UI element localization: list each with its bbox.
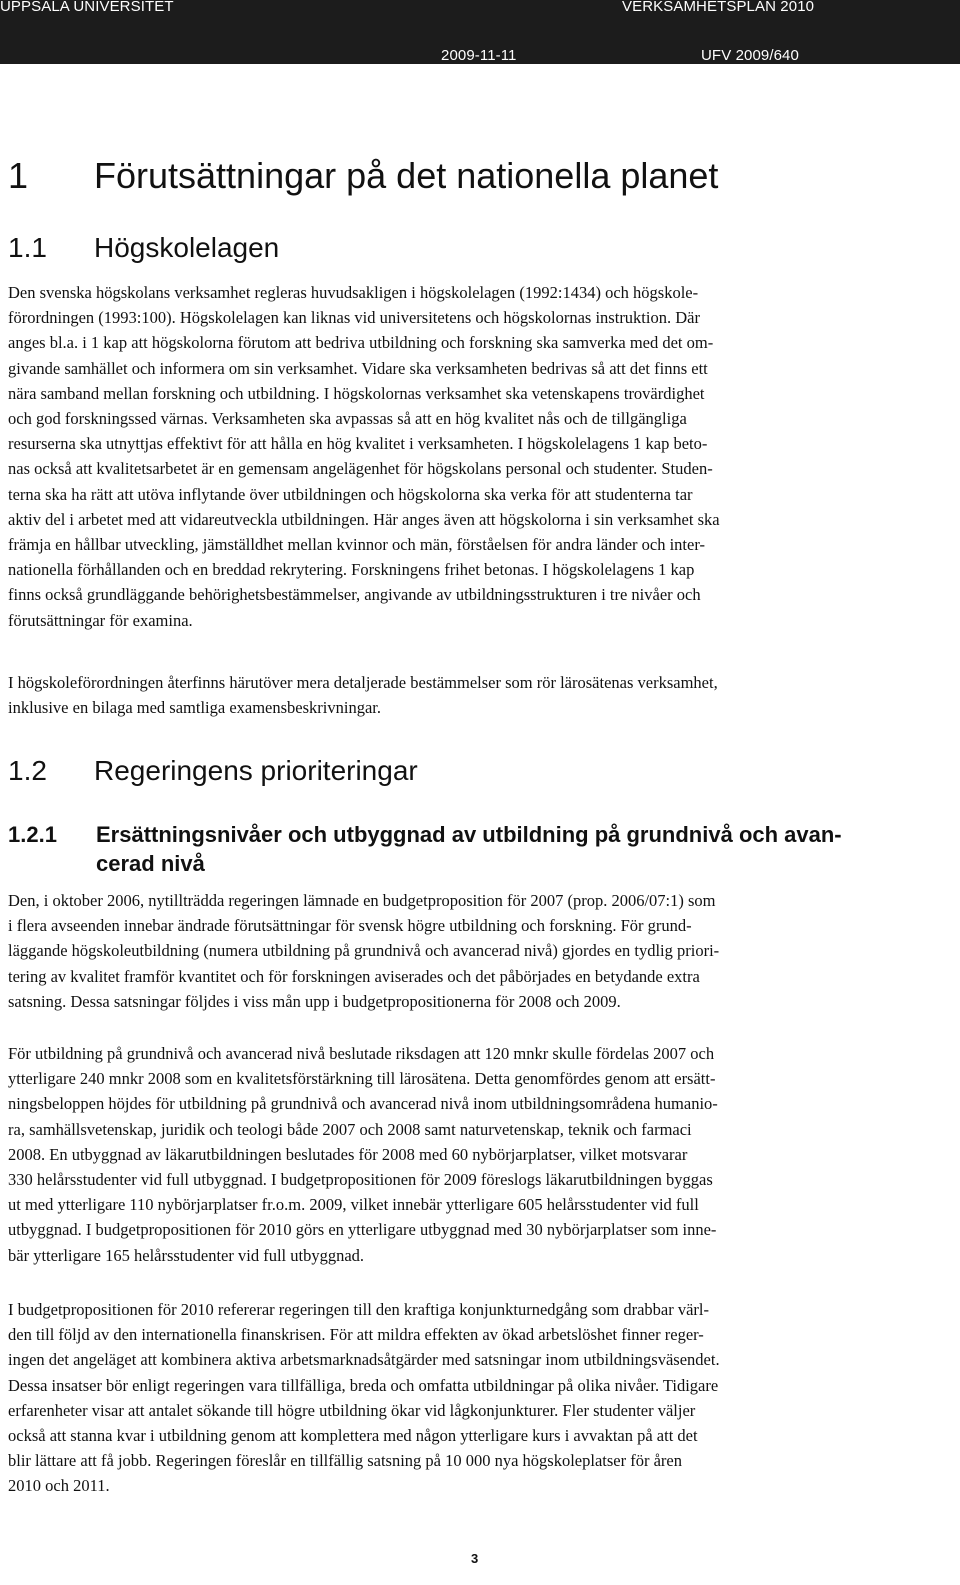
- section-1-2-1-heading: [8, 820, 948, 878]
- text-line: också att stanna kvar i utbildning genom att komplettera med någon ytterligare kurs i avvaktan på att det: [8, 1426, 698, 1446]
- text-line: ningsbeloppen höjdes för utbildning på grundnivå och avancerad nivå inom utbildningsområdena humanio-: [8, 1094, 718, 1114]
- text-line: ut med ytterligare 110 nybörjarplatser fr.o.m. 2009, vilket innebär ytterligare 605 helårsstudenter vid full: [8, 1195, 699, 1215]
- text-line: I budgetpropositionen för 2010 refererar regeringen till den kraftiga konjunkturnedgång som drabbar värl-: [8, 1300, 710, 1319]
- paragraph-ersattning-1: [8, 888, 719, 1014]
- section-1-2-1-title-line2: cerad nivå: [96, 851, 205, 876]
- section-1-2-heading: [8, 754, 418, 788]
- text-line: Den, i oktober 2006, nytillträdda regeringen lämnade en budgetproposition för 2007 (prop. 2006/07:1) som: [8, 891, 716, 910]
- text-line: 2010 och 2011.: [8, 1476, 110, 1496]
- section-1-2-number: 1.2: [8, 755, 47, 786]
- section-1-2-1-number: 1.2.1: [8, 822, 57, 847]
- text-line: utbyggnad. I budgetpropositionen för 2010 görs en ytterligare utbyggnad med 30 nybörjarplatser som inne-: [8, 1220, 717, 1240]
- header-reference: UFV 2009/640: [701, 47, 799, 64]
- header-organization: UPPSALA UNIVERSITET: [0, 0, 174, 15]
- text-line: För utbildning på grundnivå och avancerad nivå beslutade riksdagen att 120 mnkr skulle fördelas 2007 och: [8, 1044, 715, 1063]
- section-1-1-heading: [8, 231, 279, 265]
- header-date: 2009-11-11: [441, 47, 517, 64]
- text-line: I högskoleförordningen återfinns härutöver mera detaljerade bestämmelser som rör lärosätenas verksamhet,: [8, 673, 718, 692]
- section-1-number: 1: [8, 155, 29, 196]
- section-1-heading: [8, 155, 718, 197]
- text-line: ra, samhällsvetenskap, juridik och teologi både 2007 och 2008 samt naturvetenskap, teknik och farmaci: [8, 1119, 692, 1139]
- text-line: läggande högskoleutbildning (numera utbildning på grundnivå och avancerad nivå) gjordes en tydlig priori-: [8, 941, 720, 961]
- section-1-2-1-title-line1: Ersättningsnivåer och utbyggnad av utbildning på grundnivå och avan-: [96, 822, 842, 847]
- text-line: resurserna ska utnyttjas effektivt för att hålla en hög kvalitet i verksamheten. I högskolelagens 1 kap beto-: [8, 434, 708, 454]
- paragraph-ersattning-3: [8, 1297, 720, 1499]
- text-line: nas också att kvalitetsarbetet är en gemensam angelägenhet för högskolans personal och studenter. Studen-: [8, 459, 713, 479]
- section-1-1-title: Högskolelagen: [94, 232, 280, 263]
- text-line: Dessa insatser bör enligt regeringen vara tillfälliga, breda och omfatta utbildningar på olika nivåer. Tidigare: [8, 1375, 719, 1395]
- section-1-2-title: Regeringens prioriteringar: [94, 755, 418, 786]
- text-line: förordningen (1993:100). Högskolelagen kan liknas vid universitetens och högskolornas instruktion. Där: [8, 308, 700, 328]
- text-line: inklusive en bilaga med samtliga examensbeskrivningar.: [8, 698, 381, 718]
- text-line: bär ytterligare 165 helårsstudenter vid full utbyggnad.: [8, 1245, 365, 1265]
- section-1-title: Förutsättningar på det nationella planet: [94, 155, 719, 196]
- text-line: 330 helårsstudenter vid full utbyggnad. I budgetpropositionen för 2009 föreslogs läkarutbildningen byggas: [8, 1170, 713, 1190]
- text-line: satsning. Dessa satsningar följdes i viss mån upp i budgetpropositionerna för 2008 och 2009.: [8, 991, 621, 1011]
- text-line: tering av kvalitet framför kvantitet och för forskningen aviserades och det påbörjades en betydande extra: [8, 966, 700, 986]
- text-line: den till följd av den internationella finanskrisen. För att mildra effekten av ökad arbetslöshet finner reger-: [8, 1325, 704, 1345]
- text-line: främja en hållbar utveckling, jämställdhet mellan kvinnor och män, förståelsen för andra länder och inter-: [8, 535, 705, 555]
- text-line: anges bl.a. i 1 kap att högskolorna förutom att bedriva utbildning och forskning ska samverka med det om-: [8, 333, 714, 353]
- text-line: förutsättningar för examina.: [8, 610, 193, 630]
- section-1-1-number: 1.1: [8, 232, 47, 263]
- paragraph-hogskolelagen-1: [8, 280, 720, 633]
- text-line: aktiv del i arbetet med att vidareutveckla utbildningen. Här anges även att högskolorna i sin verksamhet ska: [8, 509, 720, 529]
- document-header-bar: [0, 0, 960, 64]
- text-line: givande samhället och informera om sin verksamhet. Vidare ska verksamheten bedrivas så att det finns ett: [8, 358, 708, 378]
- text-line: finns också grundläggande behörighetsbestämmelser, angivande av utbildningsstrukturen i tre nivåer och: [8, 585, 701, 605]
- text-line: ytterligare 240 mnkr 2008 som en kvalitetsförstärkning till lärosätena. Detta genomfördes genom att ersätt-: [8, 1069, 716, 1089]
- text-line: erfarenheter visar att antalet sökande till högre utbildning ökar vid lågkonjunkturer. Fler studenter väljer: [8, 1400, 696, 1420]
- text-line: nationella förhållanden och en breddad rekrytering. Forskningens frihet betonas. I högskolelagens 1 kap: [8, 560, 695, 580]
- text-line: 2008. En utbyggnad av läkarutbildningen beslutades för 2008 med 60 nybörjarplatser, vilket motsvarar: [8, 1144, 688, 1164]
- text-line: ingen det angeläget att kombinera aktiva arbetsmarknadsåtgärder med satsningar inom utbildningsväsendet.: [8, 1350, 720, 1370]
- text-line: blir lättare att få jobb. Regeringen föreslår en tillfällig satsning på 10 000 nya högskoleplatser för åren: [8, 1451, 682, 1471]
- page-number: 3: [471, 1551, 479, 1566]
- text-line: och god forskningssed värnas. Verksamheten ska avpassas så att en hög kvalitet nås och de tillgängliga: [8, 409, 687, 429]
- text-line: Den svenska högskolans verksamhet regleras huvudsakligen i högskolelagen (1992:1434) och högskole-: [8, 283, 699, 302]
- text-line: nära samband mellan forskning och utbildning. I högskolornas verksamhet ska vetenskapens trovärdighet: [8, 383, 705, 403]
- paragraph-hogskolelagen-2: [8, 670, 718, 720]
- paragraph-ersattning-2: [8, 1041, 718, 1268]
- header-document-title: VERKSAMHETSPLAN 2010: [622, 0, 815, 15]
- text-line: terna ska ha rätt att utöva inflytande över utbildningen och högskolorna ska verka för att studenterna tar: [8, 484, 693, 504]
- text-line: i flera avseenden innebar ändrade förutsättningar för svensk högre utbildning och forskning. För grund-: [8, 916, 692, 936]
